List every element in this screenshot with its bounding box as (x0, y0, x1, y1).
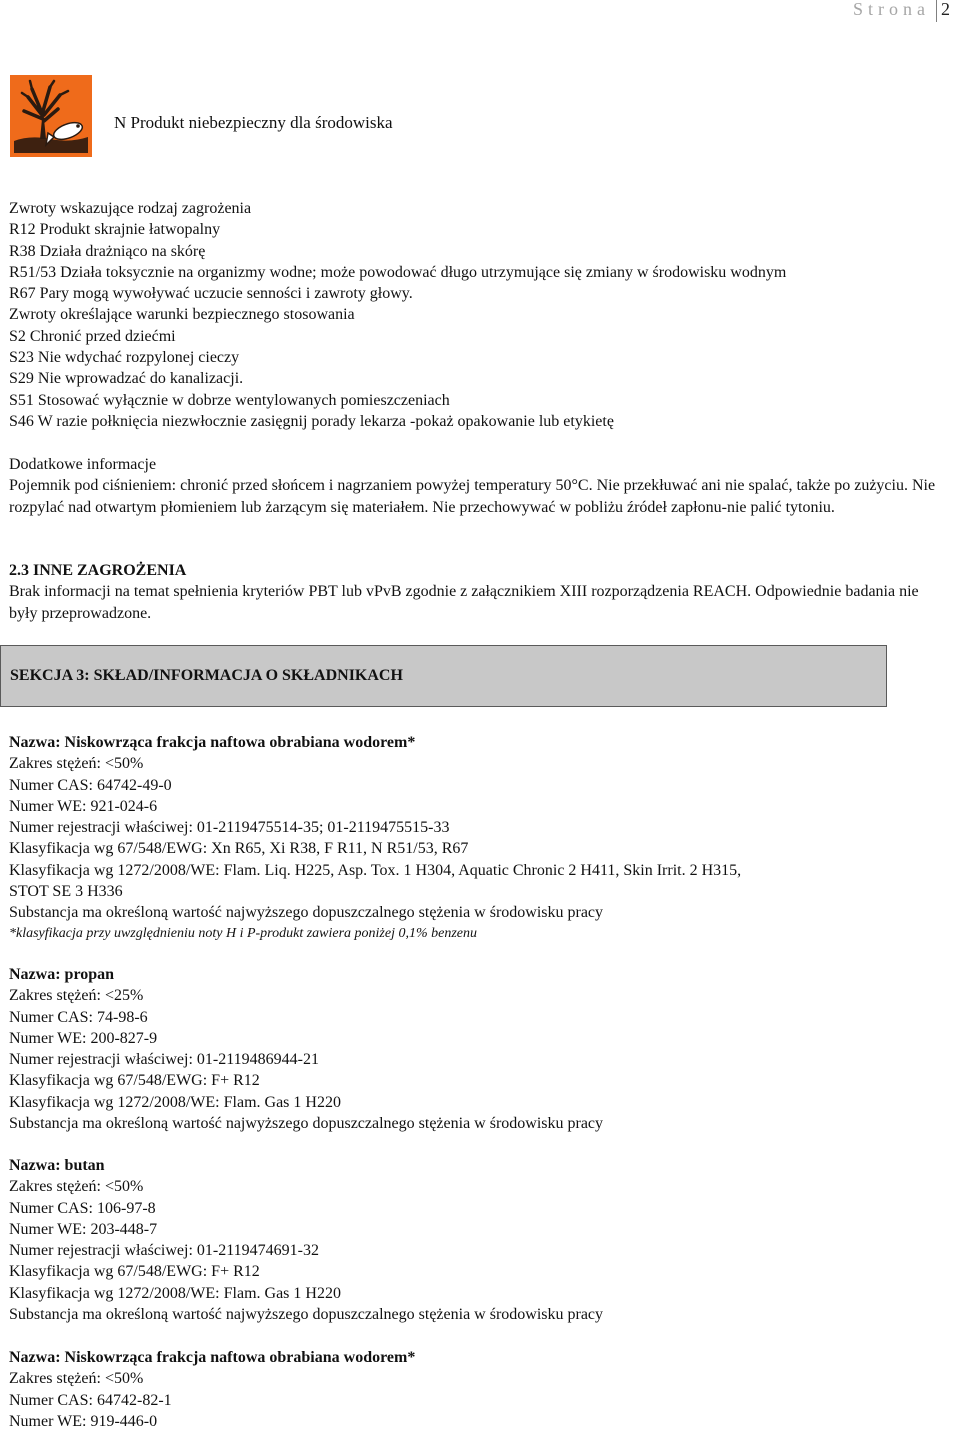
page-header (0, 0, 960, 22)
substance-detail: Klasyfikacja wg 67/548/EWG: Xn R65, Xi R38, F R11, N R51/53, R67 (9, 840, 469, 858)
section-3-header (0, 645, 887, 707)
s-phrase: S23 Nie wdychać rozpylonej cieczy (9, 349, 240, 367)
page-word: Strona (853, 0, 930, 19)
substance-detail: Substancja ma określoną wartość najwyższego dopuszczalnego stężenia w środowisku pracy (9, 1306, 604, 1324)
substance-detail: Klasyfikacja wg 1272/2008/WE: Flam. Liq. H225, Asp. Tox. 1 H304, Aquatic Chronic 2 H411, Skin Irrit. 2 H315, (9, 861, 742, 879)
substance-detail: Zakres stężeń: <50% (9, 1178, 144, 1196)
s-phrase: S29 Nie wprowadzać do kanalizacji. (9, 370, 244, 388)
other-hazards (9, 560, 944, 624)
substance-name: Nazwa: butan (9, 1157, 105, 1174)
substance-detail: Zakres stężeń: <25% (9, 987, 144, 1005)
r-phrase: R67 Pary mogą wywoływać uczucie senności i zawroty głowy. (9, 285, 413, 303)
additional-info (9, 454, 944, 518)
substance-detail: Numer WE: 203-448-7 (9, 1220, 158, 1238)
substance-detail: Numer CAS: 74-98-6 (9, 1008, 148, 1026)
substance-detail: Klasyfikacja wg 67/548/EWG: F+ R12 (9, 1263, 260, 1281)
substance-name: Nazwa: Niskowrząca frakcja naftowa obrabiana wodorem* (9, 1349, 416, 1366)
r-phrase: R12 Produkt skrajnie łatwopalny (9, 221, 221, 239)
substance-detail: Numer CAS: 64742-49-0 (9, 776, 172, 794)
substance-detail: Substancja ma określoną wartość najwyższego dopuszczalnego stężenia w środowisku pracy (9, 904, 604, 922)
substance-detail: Numer rejestracji właściwej: 01-2119474691-32 (9, 1242, 319, 1260)
section-3-title: SEKCJA 3: SKŁAD/INFORMACJA O SKŁADNIKACH (10, 667, 403, 684)
substance-name: Nazwa: propan (9, 966, 115, 983)
substance-detail: Klasyfikacja wg 67/548/EWG: F+ R12 (9, 1072, 260, 1090)
substance-detail: Numer CAS: 106-97-8 (9, 1199, 156, 1217)
s-phrase: S51 Stosować wyłącznie w dobrze wentylowanych pomieszczeniach (9, 391, 450, 409)
risk-safety-phrases (9, 198, 944, 432)
hazard-label: N Produkt niebezpieczny dla środowiska (114, 113, 393, 132)
substance-detail: Numer WE: 919-446-0 (9, 1412, 158, 1430)
substance-entry (9, 1347, 944, 1432)
r-phrases-title: Zwroty wskazujące rodzaj zagrożenia (9, 200, 252, 217)
substance-detail: Substancja ma określoną wartość najwyższego dopuszczalnego stężenia w środowisku pracy (9, 1115, 604, 1133)
page-number: 2 (941, 0, 950, 19)
substance-entry (9, 1155, 944, 1325)
page-separator (936, 0, 937, 22)
substance-detail: Numer rejestracji właściwej: 01-2119486944-21 (9, 1051, 319, 1069)
additional-info-text: Pojemnik pod ciśnieniem: chronić przed słońcem i nagrzaniem powyżej temperatury 50°C. Nie przekłuwać ani nie spalać, także po zużyciu. Nie rozpylać nad otwartym płomieniem lub żarzącym się materiałem. Nie przechowywać w pobliżu źródeł zapłonu-nie palić tytoniu. (9, 477, 936, 516)
substance-detail: STOT SE 3 H336 (9, 883, 123, 901)
other-hazards-text: Brak informacji na temat spełnienia kryteriów PBT lub vPvB zgodnie z załącznikiem XIII rozporządzenia REACH. Odpowiednie badania nie były przeprowadzone. (9, 583, 919, 622)
substance-detail: Numer WE: 200-827-9 (9, 1029, 158, 1047)
substance-note: *klasyfikacja przy uwzględnieniu noty H i P-produkt zawiera poniżej 0,1% benzenu (9, 925, 478, 941)
environment-hazard-icon (10, 75, 92, 157)
additional-info-title: Dodatkowe informacje (9, 456, 157, 473)
r-phrase: R51/53 Działa toksycznie na organizmy wodne; może powodować długo utrzymujące się zmiany w środowisku wodnym (9, 263, 787, 281)
substance-detail: Numer rejestracji właściwej: 01-2119475514-35; 01-2119475515-33 (9, 819, 450, 837)
other-hazards-title: 2.3 INNE ZAGROŻENIA (9, 562, 187, 579)
substance-entry (9, 732, 944, 944)
substance-detail: Zakres stężeń: <50% (9, 1370, 144, 1388)
substance-detail: Numer WE: 921-024-6 (9, 797, 158, 815)
substance-detail: Klasyfikacja wg 1272/2008/WE: Flam. Gas 1 H220 (9, 1284, 341, 1302)
substance-detail: Zakres stężeń: <50% (9, 755, 144, 773)
substance-detail: Klasyfikacja wg 1272/2008/WE: Flam. Gas 1 H220 (9, 1093, 341, 1111)
s-phrase: S2 Chronić przed dziećmi (9, 327, 176, 345)
substance-entry (9, 964, 944, 1134)
substance-detail: Numer CAS: 64742-82-1 (9, 1391, 172, 1409)
substance-name: Nazwa: Niskowrząca frakcja naftowa obrabiana wodorem* (9, 734, 416, 751)
s-phrases-title: Zwroty określające warunki bezpiecznego stosowania (9, 306, 355, 324)
s-phrase: S46 W razie połknięcia niezwłocznie zasięgnij porady lekarza -pokaż opakowanie lub etykietę (9, 412, 614, 430)
r-phrase: R38 Działa drażniąco na skórę (9, 242, 206, 260)
